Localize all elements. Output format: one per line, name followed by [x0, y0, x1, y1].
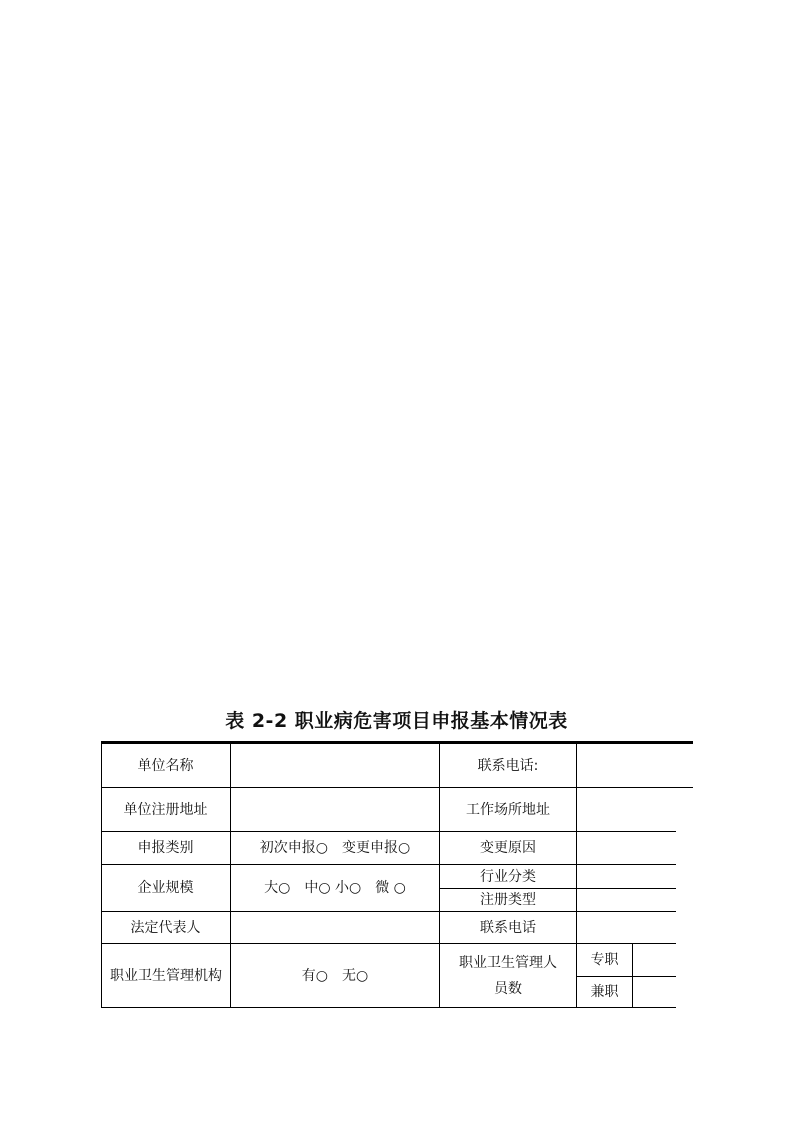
table-bottom-rule [101, 1007, 676, 1008]
unit-name-field[interactable] [231, 744, 439, 787]
legal-rep-field[interactable] [231, 912, 439, 943]
registration-type-label: 注册类型 [480, 892, 536, 908]
registered-address-label: 单位注册地址 [123, 801, 208, 818]
change-reason-field[interactable] [577, 832, 675, 864]
unit-name-label: 单位名称 [137, 757, 194, 774]
enterprise-scale-options[interactable]: 大○ 中○ 小○ 微 ○ [264, 880, 406, 896]
table-title: 表 2-2 职业病危害项目申报基本情况表 [225, 710, 568, 732]
declaration-type-options[interactable]: 初次申报○ 变更申报○ [259, 840, 411, 856]
industry-label: 行业分类 [480, 868, 536, 885]
contact-phone-label: 联系电话 [480, 919, 536, 936]
registered-address-field[interactable] [231, 788, 439, 831]
contact-phone-field-2[interactable] [577, 912, 675, 943]
part-time-field[interactable] [633, 977, 675, 1007]
enterprise-scale-label: 企业规模 [137, 880, 194, 896]
legal-rep-label: 法定代表人 [130, 919, 201, 936]
change-reason-label: 变更原因 [480, 840, 536, 856]
oh-org-options[interactable]: 有○ 无○ [301, 967, 369, 984]
part-time-label: 兼职 [590, 984, 619, 1000]
contact-phone-colon-label: 联系电话: [477, 757, 539, 774]
contact-phone-field[interactable] [577, 744, 692, 787]
full-time-label: 专职 [590, 952, 619, 968]
industry-field[interactable] [577, 865, 675, 888]
declaration-type-label: 申报类别 [137, 840, 194, 856]
registration-type-field[interactable] [577, 889, 675, 911]
oh-staff-label: 职业卫生管理人员数 [459, 954, 557, 997]
full-time-field[interactable] [633, 944, 675, 976]
oh-org-label: 职业卫生管理机构 [110, 967, 222, 984]
workplace-address-label: 工作场所地址 [466, 801, 550, 818]
workplace-address-field[interactable] [577, 788, 675, 831]
